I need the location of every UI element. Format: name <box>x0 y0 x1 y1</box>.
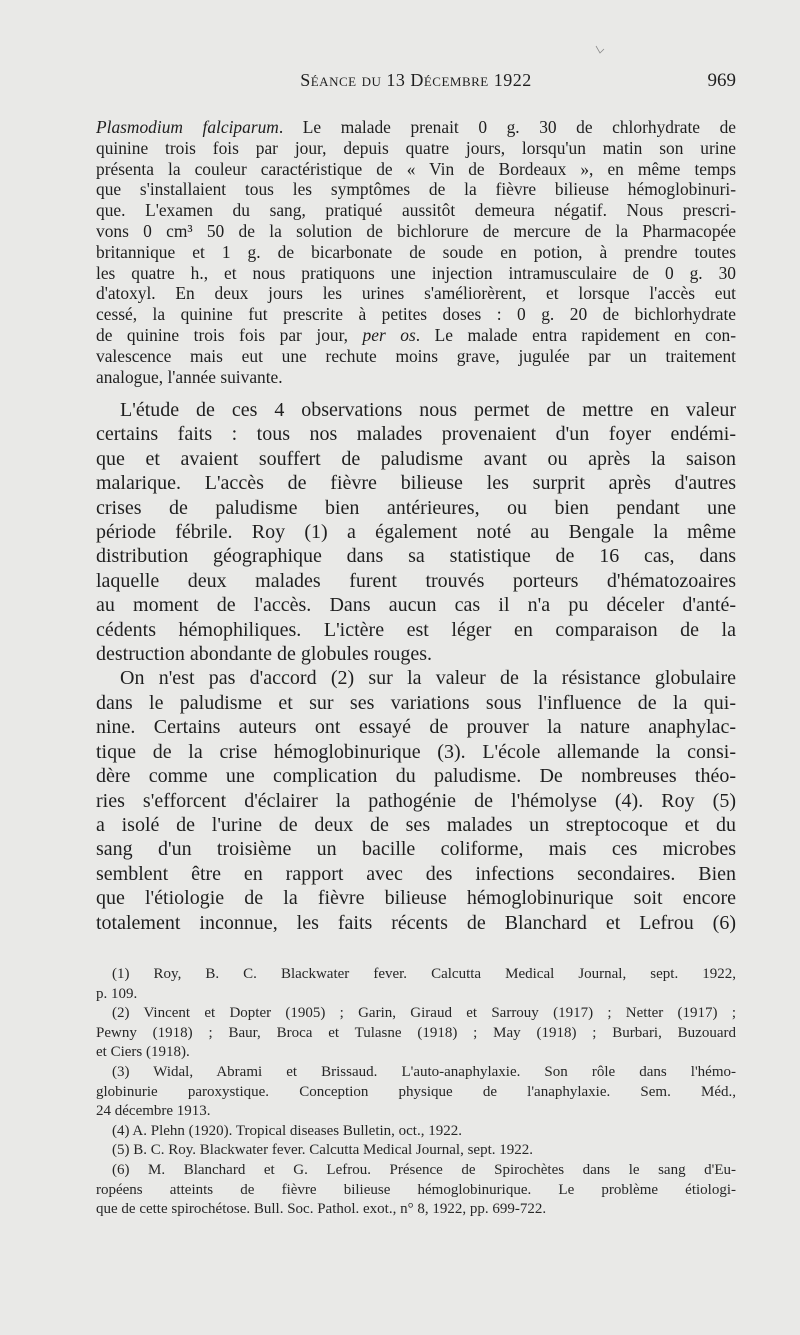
text-line: cédents hémophiliques. L'ictère est léger en comparaison de la <box>96 618 736 641</box>
text-line: vons 0 cm³ 50 de la solution de bichlorure de mercure de la Pharmacopée <box>96 220 736 241</box>
text-line: nine. Certains auteurs ont essayé de prouver la nature anaphylac- <box>96 716 736 739</box>
footnote-line: (5) B. C. Roy. Blackwater fever. Calcutta Medical Journal, sept. 1922. <box>112 1142 534 1159</box>
footnote-line: (3) Widal, Abrami et Brissaud. L'auto-anaphylaxie. Son rôle dans l'hémo- <box>112 1063 736 1080</box>
footnote-line: (2) Vincent et Dopter (1905) ; Garin, Giraud et Sarrouy (1917) ; Netter (1917) ; <box>112 1005 736 1022</box>
text-line: au moment de l'accès. Dans aucun cas il n'a pu déceler d'anté- <box>96 594 736 617</box>
text-line: totalement inconnue, les faits récents de Blanchard et Lefrou (6) <box>96 911 736 934</box>
text-line: britannique et 1 g. de bicarbonate de soude en potion, à prendre toutes <box>96 241 736 262</box>
footnote-line: p. 109. <box>96 985 138 1002</box>
text-line: cessé, la quinine fut prescrite à petites doses : 0 g. 20 de bichlorhydrate <box>96 304 736 325</box>
text-line: crises de paludisme bien antérieures, ou bien pendant une <box>96 496 736 519</box>
footnote-line: Pewny (1918) ; Baur, Broca et Tulasne (1918) ; May (1918) ; Burbari, Buzouard <box>96 1024 736 1041</box>
text-line: ries s'efforcent d'éclairer la pathogénie de l'hémolyse (4). Roy (5) <box>96 789 736 812</box>
text-line: semblent être en rapport avec des infections secondaires. Bien <box>96 862 736 885</box>
footnote-line: (1) Roy, B. C. Blackwater fever. Calcutta Medical Journal, sept. 1922, <box>112 966 736 982</box>
text-line: les quatre h., et nous pratiquons une injection intramusculaire de 0 g. 30 <box>96 262 736 283</box>
discussion-paragraphs <box>96 398 736 935</box>
text-line: dère comme une complication du paludisme. De nombreuses théo- <box>96 765 736 788</box>
text-line: Plasmodium falciparum. Le malade prenait 0 g. 30 de chlorhydrate de <box>96 117 737 137</box>
footnote-line: globinurie paroxystique. Conception physique de l'anaphylaxie. Sem. Méd., <box>96 1083 736 1100</box>
footnote-line: ropéens atteints de fièvre bilieuse hémoglobinurique. Le problème étiologi- <box>96 1181 736 1198</box>
text-line: a isolé de l'urine de deux de ses malades un streptocoque et du <box>96 813 736 836</box>
italic-term: per os <box>362 324 416 345</box>
footnote-line: 24 décembre 1913. <box>96 1103 211 1120</box>
text-line: laquelle deux malades furent trouvés porteurs d'hématozoaires <box>96 569 736 592</box>
text-line: valescence mais eut une rechute moins grave, jugulée par un traitement <box>96 345 736 366</box>
footnotes <box>96 965 736 1220</box>
text-line: tique de la crise hémoglobinurique (3). L'école allemande la consi- <box>96 740 736 763</box>
text-line: présenta la couleur caractéristique de « Vin de Bordeaux », en même temps <box>96 158 736 179</box>
text-line: de quinine trois fois par jour, per os. Le malade entra rapidement en con- <box>96 324 737 345</box>
text-line: distribution géographique dans sa statistique de 16 cas, dans <box>96 545 736 568</box>
text-line: On n'est pas d'accord (2) sur la valeur de la résistance globulaire <box>120 667 736 690</box>
text-line: que l'étiologie de la fièvre bilieuse hémoglobinurique soit encore <box>96 887 736 910</box>
text-line: destruction abondante de globules rouges. <box>96 643 433 666</box>
text-line: que et avaient souffert de paludisme avant ou après la saison <box>96 447 736 470</box>
text-line: analogue, l'année suivante. <box>96 366 283 387</box>
text-line: que s'installaient tous les symptômes de la fièvre bilieuse hémoglobinuri- <box>96 179 736 200</box>
footnote-line: que de cette spirochétose. Bull. Soc. Pathol. exot., n° 8, 1922, pp. 699-722. <box>96 1201 547 1218</box>
text-line: dans le paludisme et sur ses variations sous l'influence de la qui- <box>96 691 736 714</box>
footnote-line: et Ciers (1918). <box>96 1044 190 1061</box>
footnote-line: (4) A. Plehn (1920). Tropical diseases Bulletin, oct., 1922. <box>112 1122 462 1139</box>
text-line: sang d'un troisième un bacille coliforme, mais ces microbes <box>96 838 736 861</box>
italic-term: Plasmodium falciparum <box>96 117 279 137</box>
page-number: 969 <box>707 70 736 91</box>
case-description-paragraph <box>96 117 736 387</box>
footnote-line: (6) M. Blanchard et G. Lefrou. Présence de Spirochètes dans le sang d'Eu- <box>112 1161 736 1178</box>
page-speck-icon <box>594 44 606 56</box>
text-line: période fébrile. Roy (1) a également noté au Bengale la même <box>96 521 736 544</box>
text-line: malarique. L'accès de fièvre bilieuse les surprit après d'autres <box>96 472 736 495</box>
running-title: Séance du 13 Décembre 1922 <box>300 70 532 90</box>
page-header <box>96 70 736 96</box>
text-line: d'atoxyl. En deux jours les urines s'améliorèrent, et lorsque l'accès eut <box>96 283 736 304</box>
text-line: certains faits : tous nos malades provenaient d'un foyer endémi- <box>96 423 736 446</box>
text-line: quinine trois fois par jour, depuis quatre jours, lorsqu'un matin son urine <box>96 137 736 158</box>
text-line: L'étude de ces 4 observations nous permet de mettre en valeur <box>120 399 736 421</box>
text-line: que. L'examen du sang, pratiqué aussitôt demeura négatif. Nous prescri- <box>96 200 736 221</box>
